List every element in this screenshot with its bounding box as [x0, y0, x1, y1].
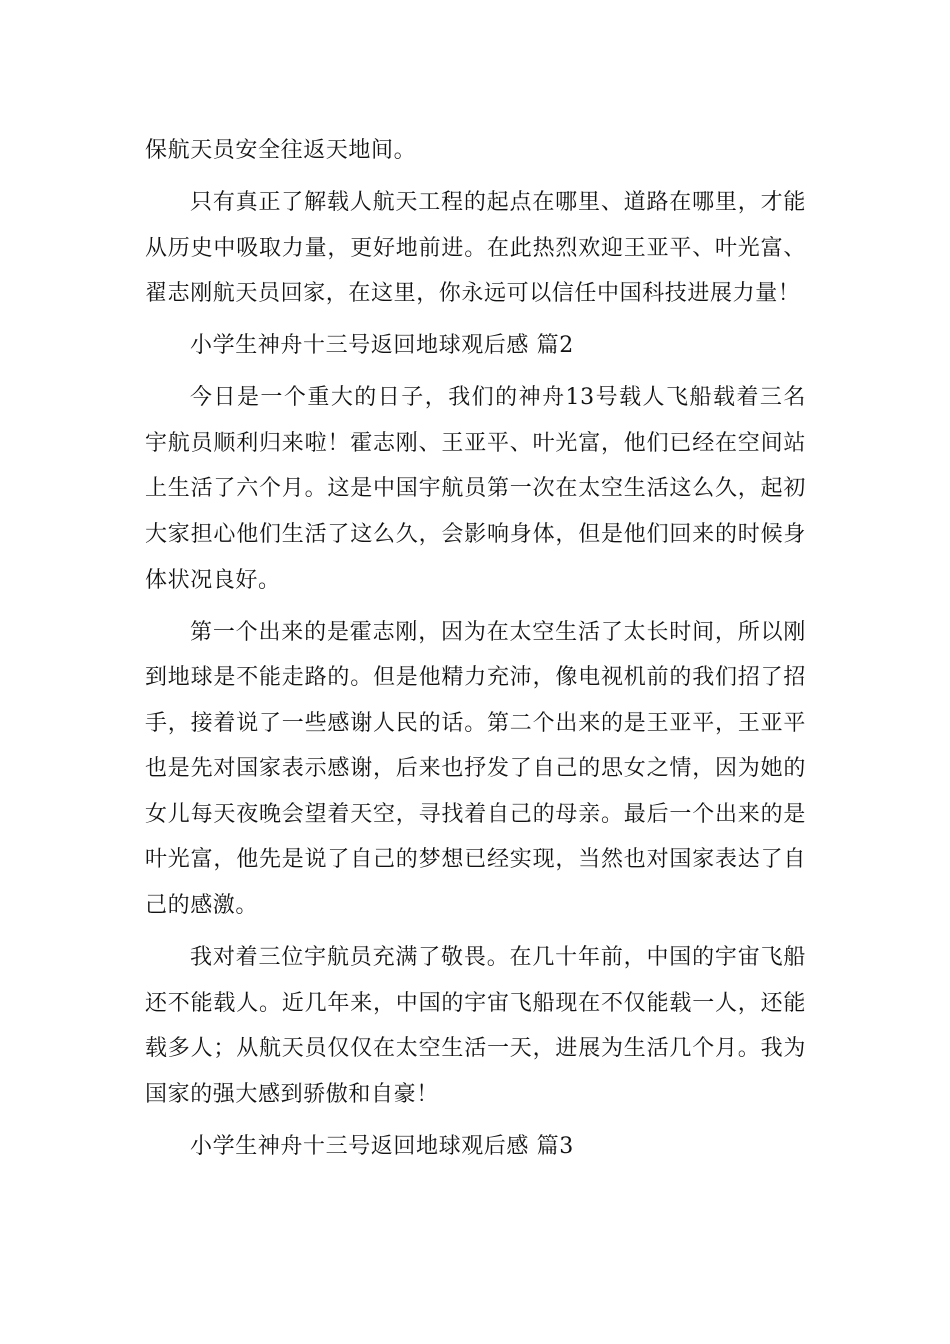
paragraph-continuation: 保航天员安全往返天地间。: [145, 138, 417, 163]
section-heading-2: 小学生神舟十三号返回地球观后感 篇2: [190, 333, 574, 359]
paragraph-intro: 今日是一个重大的日子，我们的神舟13号载人飞船载着三名宇航员顺利归来啦！霍志刚、王亚平、叶光富，他们已经在空间站上生活了六个月。这是中国宇航员第一次在太空生活这么久，起初大家担心他们生活了这么久，会影响身体，但是他们回来的时候身体状况良好。: [145, 385, 806, 593]
paragraph-astronauts: 第一个出来的是霍志刚，因为在太空生活了太长时间，所以刚到地球是不能走路的。但是他精力充沛，像电视机前的我们招了招手，接着说了一些感谢人民的话。第二个出来的是王亚平，王亚平也是先对国家表示感谢，后来也抒发了自己的思女之情，因为她的女儿每天夜晚会望着天空，寻找着自己的母亲。最后一个出来的是叶光富，他先是说了自己的梦想已经实现，当然也对国家表达了自己的感激。: [145, 619, 806, 919]
section-heading-3: 小学生神舟十三号返回地球观后感 篇3: [190, 1133, 574, 1159]
paragraph-conclusion: 只有真正了解载人航天工程的起点在哪里、道路在哪里，才能从历史中吸取力量，更好地前进。在此热烈欢迎王亚平、叶光富、翟志刚航天员回家，在这里，你永远可以信任中国科技进展力量！: [145, 189, 806, 307]
document-body: [145, 128, 806, 1176]
paragraph-reflection: 我对着三位宇航员充满了敬畏。在几十年前，中国的宇宙飞船还不能载人。近几年来，中国的宇宙飞船现在不仅能载一人，还能载多人；从航天员仅仅在太空生活一天，进展为生活几个月。我为国家的强大感到骄傲和自豪！: [145, 945, 806, 1107]
